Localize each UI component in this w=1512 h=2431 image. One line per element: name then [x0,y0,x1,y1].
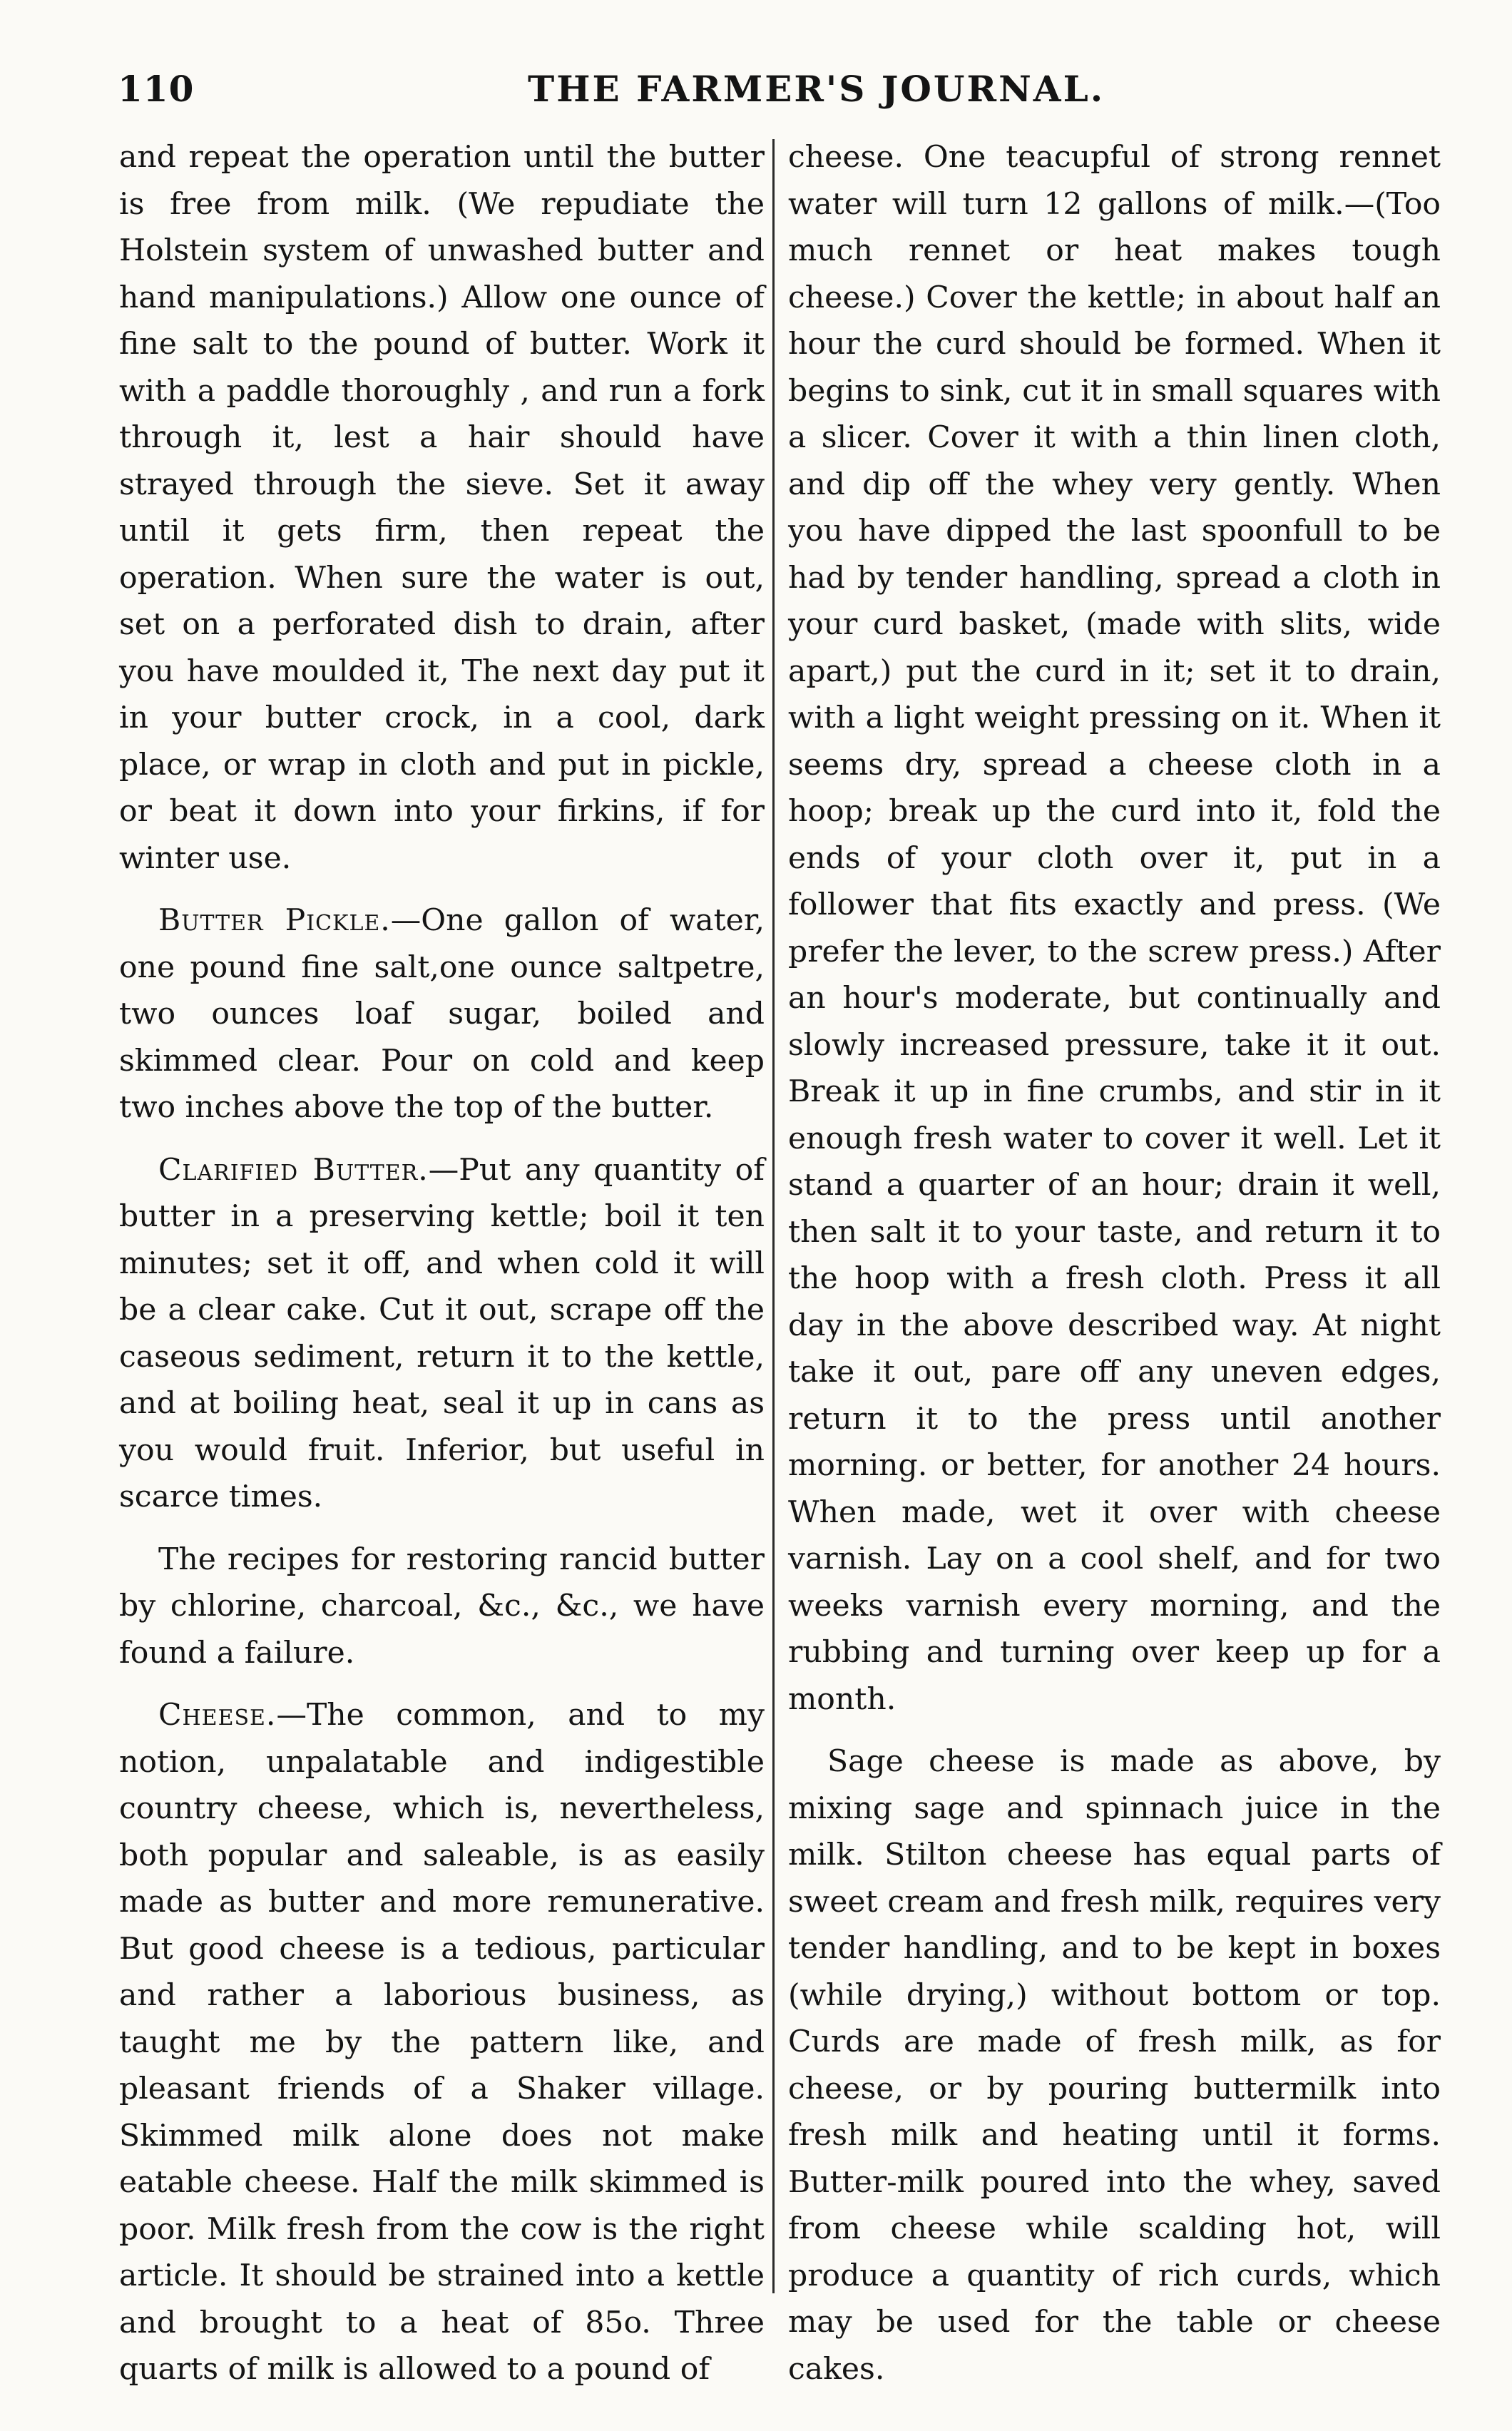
right-column [788,134,1441,2392]
section-heading-cheese: Cheese. [158,1698,277,1733]
section-heading-butter-pickle: Butter Pickle. [158,903,391,938]
cheese-text: —The common, and to my notion, unpalatable and indigestible country cheese, which is, nevertheless, both popular and saleable, is as easily made as butter and more remunerative. But good cheese is a tedious, particular and rather a laborious business, as taught me by the pattern like, and pleasant friends of a Shaker village. Skimmed milk alone does not make eatable cheese. Half the milk skimmed is poor. Milk fresh from the cow is the right article. It should be strained into a kettle and brought to a heat of 85o. Three quarts of milk is allowed to a pound of [119,1698,765,2387]
paragraph-cheese-continued: cheese. One teacupful of strong rennet water will turn 12 gallons of milk.—(Too much rennet or heat makes tough cheese.) Cover the kettle; in about half an hour the curd should be formed. When it begins to sink, cut it in small squares with a slicer. Cover it with a thin linen cloth, and dip off the whey very gently. When you have dipped the last spoonfull to be had by tender handling, spread a cloth in your curd basket, (made with slits, wide apart,) put the curd in it; set it to drain, with a light weight pressing on it. When it seems dry, spread a cheese cloth in a hoop; break up the curd into it, fold the ends of your cloth over it, put in a follower that fits exactly and press. (We prefer the lever, to the screw press.) After an hour's moderate, but continually and slowly increased pressure, take it it out. Break it up in fine crumbs, and stir in it enough fresh water to cover it well. Let it stand a quarter of an hour; drain it well, then salt it to your taste, and return it to the hoop with a fresh cloth. Press it all day in the above described way. At night take it out, pare off any uneven edges, return it to the press until another morning. or better, for another 24 hours. When made, wet it over with cheese varnish. Lay on a cool shelf, and for two weeks varnish every morning, and the rubbing and turning over keep up for a month. [788,140,1441,1717]
paragraph-rancid-butter: The recipes for restoring rancid butter by chlorine, charcoal, &c., &c., we have found a failure. [119,1541,765,1671]
paragraph-clarified-butter [119,1147,765,1521]
paragraph-sage-cheese: Sage cheese is made as above, by mixing sage and spinnach juice in the milk. Stilton cheese has equal parts of sweet cream and fresh milk, requires very tender handling, and to be kept in boxes (while drying,) without bottom or top. Curds are made of fresh milk, as for cheese, or by pouring buttermilk into fresh milk and heating until it forms. Butter-milk poured into the whey, saved from cheese while scalding hot, will produce a quantity of rich curds, which may be used for the table or cheese cakes. [788,1744,1441,2387]
paragraph-butter-continued: and repeat the operation until the butter is free from milk. (We repudiate the Holstein system of unwashed butter and hand manipulations.) Allow one ounce of fine salt to the pound of butter. Work it with a paddle thoroughly , and run a fork through it, lest a hair should have strayed through the sieve. Set it away until it gets firm, then repeat the operation. When sure the water is out, set on a perforated dish to drain, after you have moulded it, The next day put it in your butter crock, in a cool, dark place, or wrap in cloth and put in pickle, or beat it down into your firkins, if for winter use. [119,140,765,876]
page-header [118,68,1434,125]
paragraph-butter-pickle [119,897,765,1131]
clarified-butter-text: —Put any quantity of butter in a preserving kettle; boil it ten minutes; set it off, and when cold it will be a clear cake. Cut it out, scrape off the caseous sediment, return it to the kettle, and at boiling heat, seal it up in cans as you would fruit. Inferior, but useful in scarce times. [119,1152,765,1514]
page-number: 110 [118,68,195,110]
section-heading-clarified-butter: Clarified Butter. [158,1152,429,1188]
column-divider [772,139,775,2293]
running-title: THE FARMER'S JOURNAL. [528,68,1105,110]
left-column [119,134,765,2393]
paragraph-cheese [119,1692,765,2393]
butter-pickle-text: —One gallon of water, one pound fine salt,one ounce saltpetre, two ounces loaf sugar, boiled and skimmed clear. Pour on cold and keep two inches above the top of the butter. [119,903,765,1125]
